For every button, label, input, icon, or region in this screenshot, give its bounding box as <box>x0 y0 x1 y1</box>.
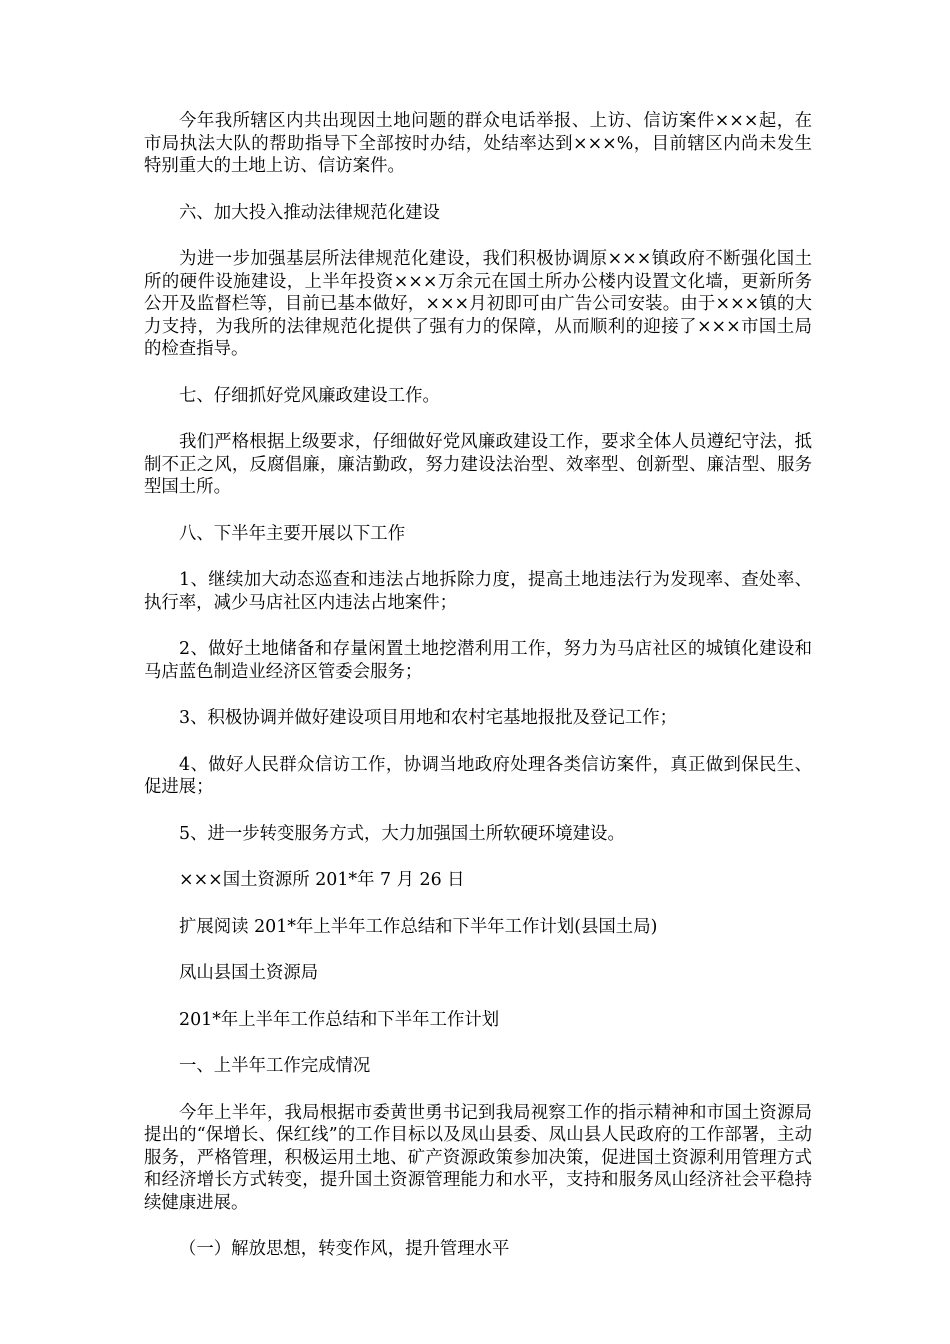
heading-section-eight: 八、下半年主要开展以下工作 <box>179 523 406 544</box>
extended-reading-title: 扩展阅读 201*年上半年工作总结和下半年工作计划(县国土局) <box>179 916 658 937</box>
heading-subsection-one: （一）解放思想，转变作风，提升管理水平 <box>179 1239 510 1259</box>
document-body <box>144 110 812 1285</box>
list-item-4: 4、做好人民群众信访工作，协调当地政府处理各类信访案件，真正做到保民生、促进展； <box>144 754 812 797</box>
document-title: 201*年上半年工作总结和下半年工作计划 <box>179 1009 500 1030</box>
list-item-2: 2、做好土地储备和存量闲置土地挖潜利用工作，努力为马店社区的城镇化建设和马店蓝色制造业经济区管委会服务； <box>144 639 812 682</box>
heading-part-one: 一、上半年工作完成情况 <box>179 1056 371 1076</box>
list-item-1: 1、继续加大动态巡查和违法占地拆除力度，提高土地违法行为发现率、查处率、执行率，减少马店社区内违法占地案件； <box>144 570 812 613</box>
list-item-3: 3、积极协调并做好建设项目用地和农村宅基地报批及登记工作； <box>179 708 678 728</box>
heading-section-six: 六、加大投入推动法律规范化建设 <box>179 202 440 223</box>
signature-date: ×××国土资源所 201*年 7 月 26 日 <box>179 870 465 890</box>
paragraph-legal-standardization: 为进一步加强基层所法律规范化建设，我们积极协调原×××镇政府不断强化国土所的硬件设施建设，上半年投资×××万余元在国土所办公楼内设置文化墙，更新所务公开及监督栏等，目前已基本做好，×××月初即可由广告公司安装。由于×××镇的大力支持，为我所的法律规范化提供了强有力的保障，从而顺利的迎接了×××市国土局的检查指导。 <box>144 249 812 359</box>
paragraph-integrity-work: 我们严格根据上级要求，仔细做好党风廉政建设工作，要求全体人员遵纪守法，抵制不正之风，反腐倡廉，廉洁勤政，努力建设法治型、效率型、创新型、廉洁型、服务型国土所。 <box>144 432 812 497</box>
heading-section-seven: 七、仔细抓好党风廉政建设工作。 <box>179 385 440 406</box>
paragraph-petition-cases: 今年我所辖区内共出现因土地问题的群众电话举报、上访、信访案件×××起，在市局执法大队的帮助指导下全部按时办结，处结率达到×××%，目前辖区内尚未发生特别重大的土地上访、信访案件。 <box>144 111 812 176</box>
list-item-5: 5、进一步转变服务方式，大力加强国土所软硬环境建设。 <box>179 823 625 844</box>
paragraph-first-half-summary: 今年上半年，我局根据市委黄世勇书记到我局视察工作的指示精神和市国土资源局提出的“保增长、保红线”的工作目标以及凤山县委、凤山县人民政府的工作部署，主动服务，严格管理，积极运用土地、矿产资源政策参加决策，促进国土资源利用管理方式和经济增长方式转变，提升国土资源管理能力和水平，支持和服务凤山经济社会平稳持续健康进展。 <box>144 1102 812 1213</box>
bureau-name: 凤山县国土资源局 <box>179 963 319 983</box>
